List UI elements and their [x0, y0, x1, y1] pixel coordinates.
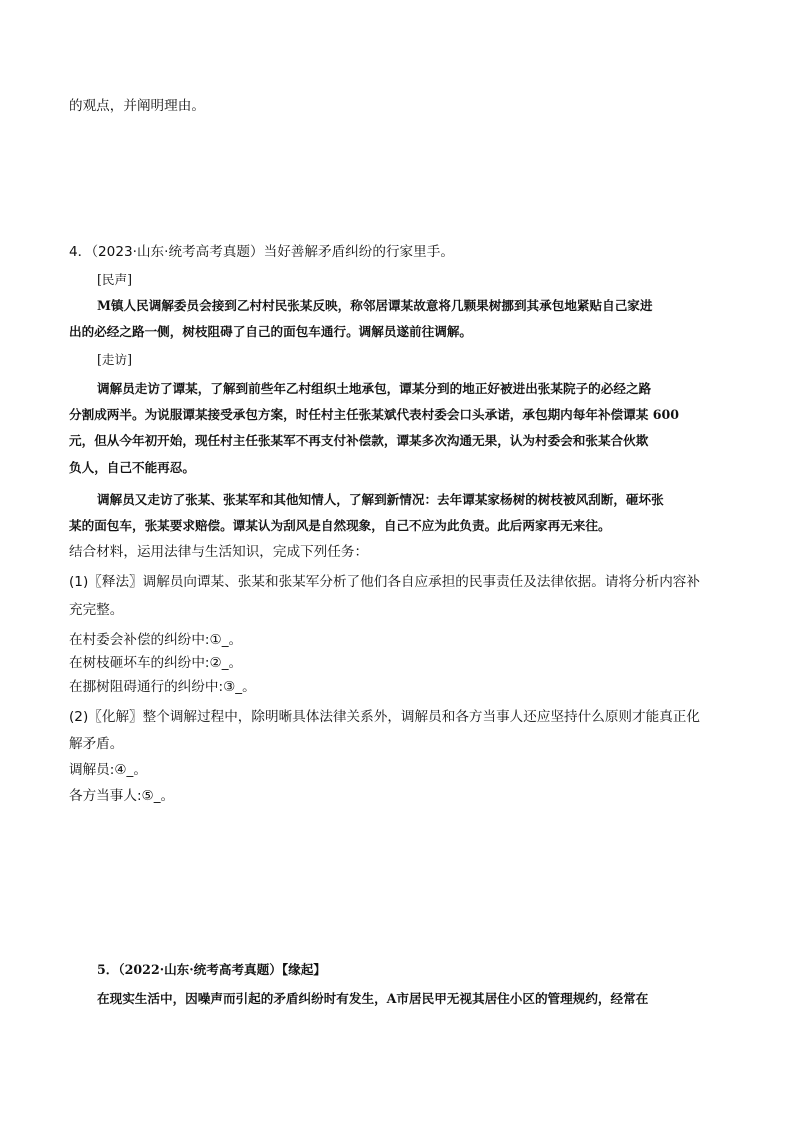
- task-intro: 结合材料，运用法律与生活知识，完成下列任务：: [69, 544, 369, 560]
- zou-fang-paragraph: 调解员走访了谭某，了解到前些年乙村组织土地承包，谭某分到的地正好被进出张某院子的必经之路: [97, 381, 652, 396]
- task-2-prompt: 解矛盾。: [69, 736, 124, 752]
- task-1-prompt: (1)〖释法〗调解员向谭某、张某和张某军分析了他们各自应承担的民事责任及法律依据。请将分析内容补: [69, 574, 700, 590]
- answer-blank-2: 在树枝砸坏车的纠纷中:②_。: [69, 655, 243, 671]
- answer-blank-4: 调解员:④_。: [69, 762, 147, 778]
- zou-fang-label: [走访]: [97, 352, 133, 367]
- zou-fang-paragraph: 负人，自己不能再忍。: [69, 460, 195, 475]
- answer-blank-1: 在村委会补偿的纠纷中:①_。: [69, 632, 243, 648]
- task-1-prompt: 充完整。: [69, 602, 124, 618]
- min-sheng-label: [民声]: [97, 272, 133, 287]
- task-2-prompt: (2)〖化解〗整个调解过程中，除明晰具体法律关系外，调解员和各方当事人还应坚持什么原则才能真正化: [69, 709, 700, 725]
- answer-blank-3: 在挪树阻碍通行的纠纷中:③_。: [69, 679, 256, 695]
- min-sheng-paragraph: 出的必经之路一侧，树枝阻碍了自己的面包车通行。调解员遂前往调解。: [69, 324, 472, 339]
- zou-fang-paragraph: 某的面包车，张某要求赔偿。谭某认为刮风是自然现象，自己不应为此负责。此后两家再无来往。: [69, 518, 611, 533]
- question-5-heading: 5．（2022·山东·统考高考真题）【缘起】: [97, 962, 326, 977]
- zou-fang-paragraph: 分割成两半。为说服谭某接受承包方案，时任村主任张某斌代表村委会口头承诺，承包期内每年补偿谭某 600: [69, 407, 679, 422]
- zou-fang-paragraph: 调解员又走访了张某、张某军和其他知情人，了解到新情况：去年谭某家杨树的树枝被风刮断，砸坏张: [97, 492, 664, 507]
- min-sheng-paragraph: M镇人民调解委员会接到乙村村民张某反映，称邻居谭某故意将几颗果树挪到其承包地紧贴自己家进: [97, 298, 653, 313]
- answer-blank-5: 各方当事人:⑤_。: [69, 788, 175, 804]
- continuation-text: 的观点，并阐明理由。: [69, 98, 205, 114]
- question-5-body: 在现实生活中，因噪声而引起的矛盾纠纷时有发生，A市居民甲无视其居住小区的管理规约，经常在: [97, 991, 649, 1006]
- zou-fang-paragraph: 元，但从今年初开始，现任村主任张某军不再支付补偿款，谭某多次沟通无果，认为村委会和张某合伙欺: [69, 433, 649, 448]
- question-4-heading: 4．（2023·山东·统考高考真题）当好善解矛盾纠纷的行家里手。: [69, 244, 454, 260]
